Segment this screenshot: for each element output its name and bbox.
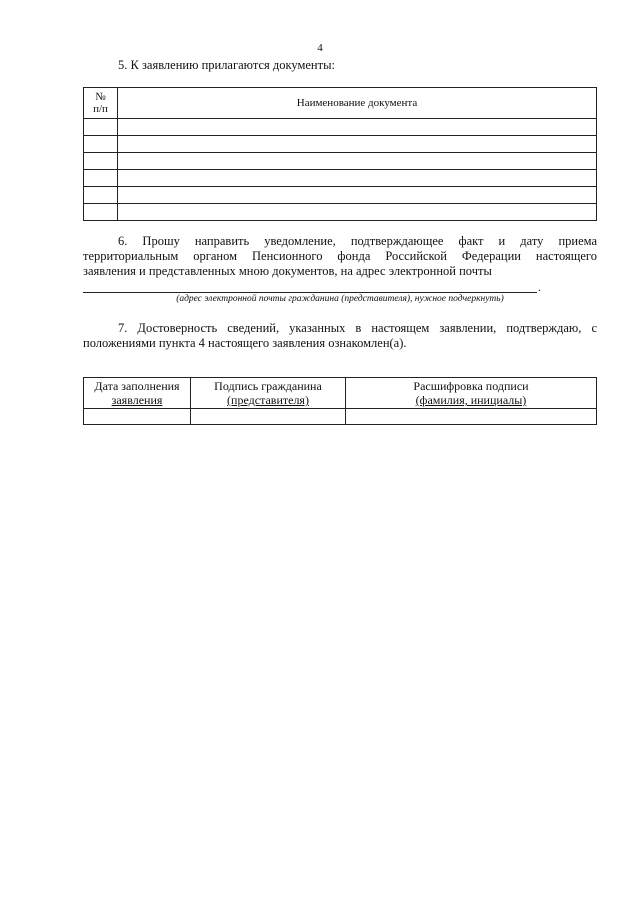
cell-document-name[interactable] xyxy=(118,153,597,170)
table-row xyxy=(84,187,597,204)
header-signature-decoding xyxy=(346,378,597,409)
section-5-title: 5. К заявлению прилагаются документы: xyxy=(118,58,335,72)
section-6-line1-text: 6. Прошу направить уведомление, подтверждающее факт и дату приема xyxy=(118,234,597,248)
section-6-paragraph xyxy=(83,234,597,279)
cell-signature-decoding[interactable] xyxy=(346,409,597,425)
signature-table xyxy=(83,377,597,425)
section-6-line1 xyxy=(83,234,597,249)
cell-number[interactable] xyxy=(84,136,118,153)
cell-number[interactable] xyxy=(84,170,118,187)
header-fill-date xyxy=(84,378,191,409)
signature-table-header xyxy=(84,378,597,409)
cell-number[interactable] xyxy=(84,153,118,170)
documents-table xyxy=(83,87,597,221)
header-document-name: Наименование документа xyxy=(118,88,597,119)
email-input-line[interactable] xyxy=(83,291,537,293)
header-fill-date-line1: Дата заполнения xyxy=(94,379,180,393)
page-number: 4 xyxy=(317,42,323,54)
table-row xyxy=(84,153,597,170)
cell-document-name[interactable] xyxy=(118,170,597,187)
documents-table-header xyxy=(84,88,597,119)
email-line-period: . xyxy=(538,280,541,294)
header-signature-line1: Подпись гражданина xyxy=(214,379,322,393)
section-6-line2: территориальным органом Пенсионного фонда Российской Федерации настоящего xyxy=(83,249,597,263)
table-row xyxy=(84,136,597,153)
cell-document-name[interactable] xyxy=(118,136,597,153)
cell-document-name[interactable] xyxy=(118,119,597,136)
cell-document-name[interactable] xyxy=(118,204,597,221)
table-row xyxy=(84,204,597,221)
email-caption: (адрес электронной почты гражданина (представителя), нужное подчеркнуть) xyxy=(176,294,504,304)
table-row xyxy=(84,170,597,187)
header-decoding-line2: (фамилия, инициалы) xyxy=(415,393,527,407)
table-row xyxy=(84,119,597,136)
section-7-line1-text: 7. Достоверность сведений, указанных в настоящем заявлении, подтверждаю, с xyxy=(118,321,597,335)
header-decoding-line1: Расшифровка подписи xyxy=(413,379,529,393)
table-row xyxy=(84,409,597,425)
cell-fill-date[interactable] xyxy=(84,409,191,425)
header-signature-line2: (представителя) xyxy=(227,393,309,407)
header-number xyxy=(84,88,118,119)
section-7-paragraph xyxy=(83,321,597,351)
header-number-line1: № xyxy=(95,91,106,103)
cell-number[interactable] xyxy=(84,187,118,204)
header-fill-date-line2: заявления xyxy=(111,393,163,407)
cell-signature[interactable] xyxy=(191,409,346,425)
cell-number[interactable] xyxy=(84,204,118,221)
header-number-line2: п/п xyxy=(93,103,108,115)
cell-document-name[interactable] xyxy=(118,187,597,204)
section-7-line1 xyxy=(83,321,597,336)
header-signature xyxy=(191,378,346,409)
section-6-line3: заявления и представленных мною документов, на адрес электронной почты xyxy=(83,264,492,278)
section-7-line2: положениями пункта 4 настоящего заявления ознакомлен(а). xyxy=(83,336,407,350)
cell-number[interactable] xyxy=(84,119,118,136)
